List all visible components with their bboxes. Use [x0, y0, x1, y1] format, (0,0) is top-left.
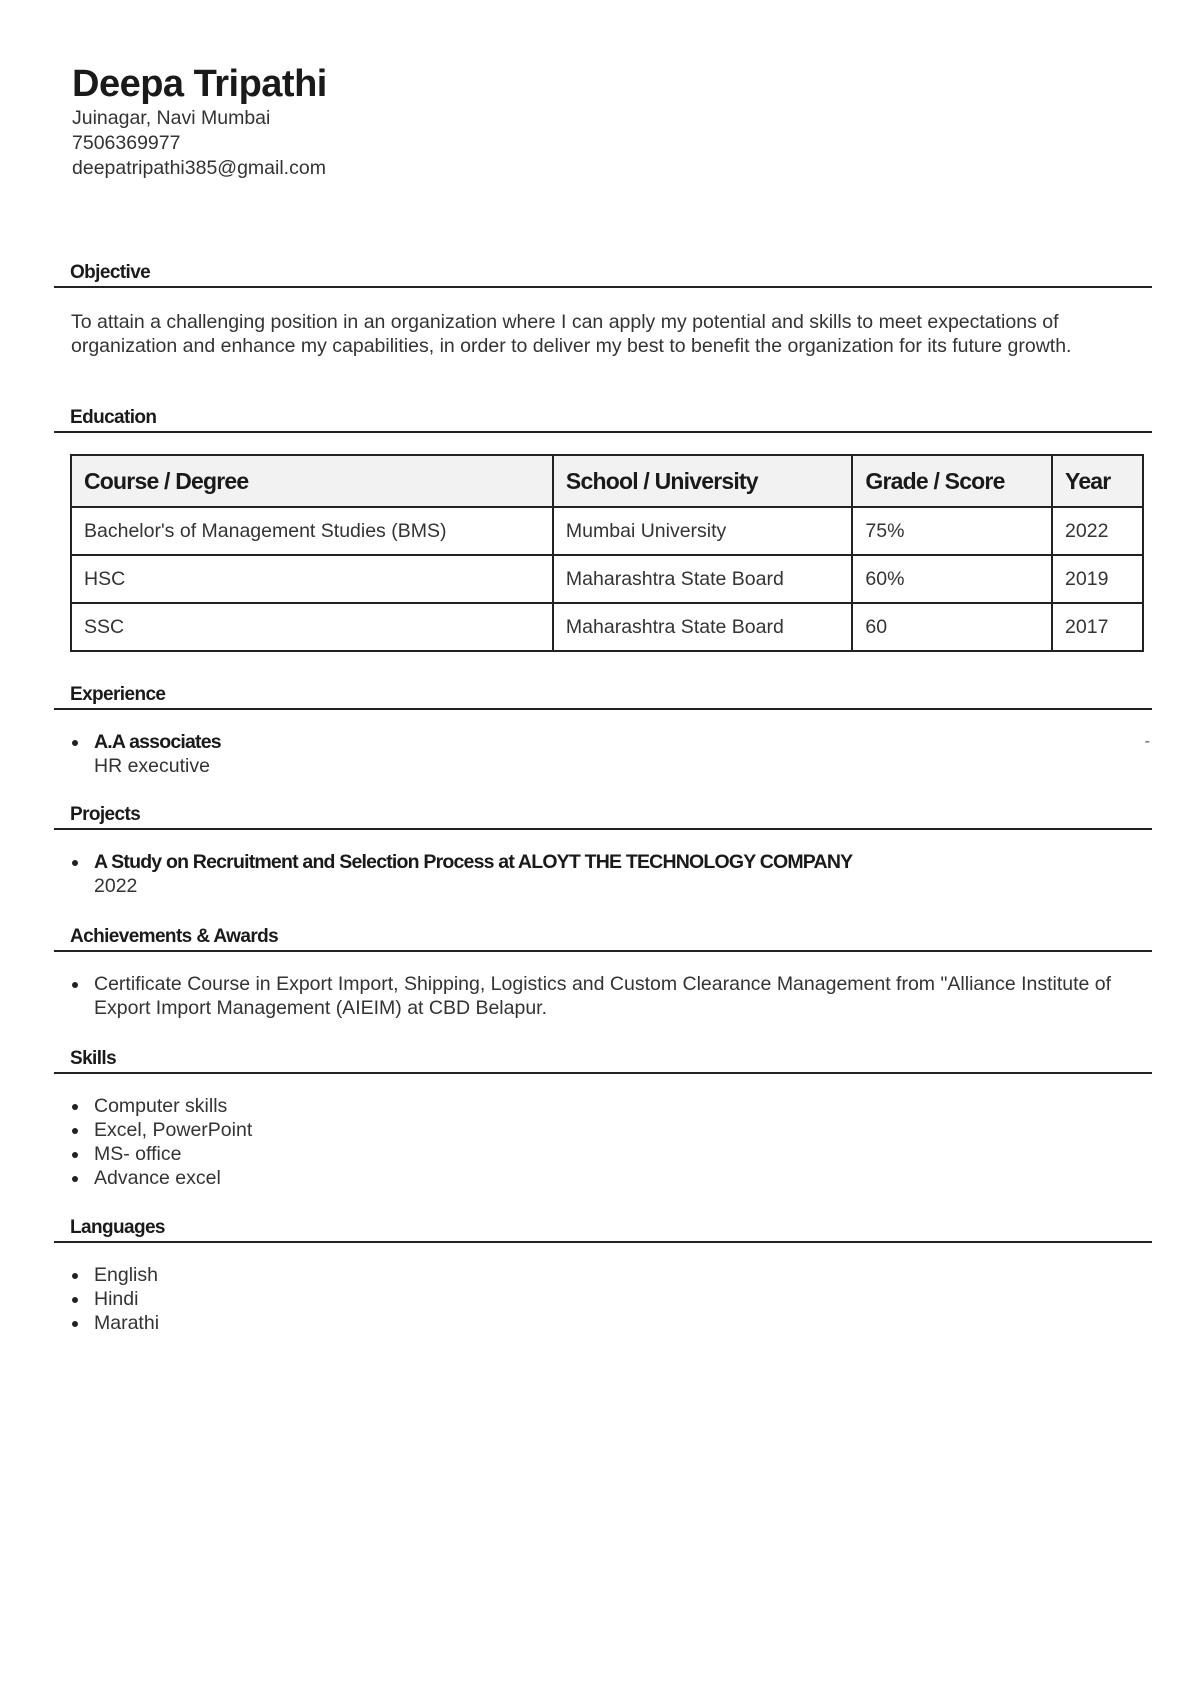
year-cell: 2019: [1052, 555, 1143, 603]
table-row: [71, 603, 1143, 651]
bullet-icon: [72, 740, 78, 746]
list-item: [70, 972, 1152, 1020]
skills-section: [54, 1046, 1152, 1190]
course-cell: SSC: [71, 603, 553, 651]
list-item: [70, 1094, 1152, 1118]
company-name: A.A associates: [94, 731, 221, 753]
experience-heading: Experience: [54, 682, 1152, 710]
bullet-icon: [72, 1176, 78, 1182]
project-name: A Study on Recruitment and Selection Process at ALOYT THE TECHNOLOGY COMPANY: [94, 851, 853, 873]
table-row: [71, 507, 1143, 555]
school-cell: Maharashtra State Board: [553, 603, 852, 651]
skills-heading: Skills: [54, 1046, 1152, 1074]
bullet-icon: [72, 1321, 78, 1327]
grade-cell: 60: [852, 603, 1052, 651]
list-item: [70, 1311, 1152, 1335]
achievements-heading: Achievements & Awards: [54, 924, 1152, 952]
projects-heading: Projects: [54, 802, 1152, 830]
skill-item: MS- office: [94, 1143, 182, 1165]
bullet-icon: [72, 1104, 78, 1110]
objective-text: To attain a challenging position in an organization where I can apply my potential and skills to meet expectations of organization and enhance my capabilities, in order to deliver my best to benefit the organization for its future growth.: [71, 311, 1072, 357]
bullet-icon: [72, 1152, 78, 1158]
phone-number: 7506369977: [72, 132, 181, 154]
column-header-school: School / University: [553, 455, 852, 507]
column-header-grade: Grade / Score: [852, 455, 1052, 507]
language-item: English: [94, 1264, 158, 1286]
experience-list: [54, 730, 1152, 778]
skills-list: [54, 1094, 1152, 1190]
column-header-year: Year: [1052, 455, 1143, 507]
skill-item: Advance excel: [94, 1167, 221, 1189]
experience-dates: -: [1144, 733, 1150, 750]
job-role: HR executive: [94, 755, 210, 777]
course-cell: Bachelor's of Management Studies (BMS): [71, 507, 553, 555]
projects-list: [54, 850, 1152, 898]
skill-item: Computer skills: [94, 1095, 228, 1117]
table-header-row: [71, 455, 1143, 507]
address: Juinagar, Navi Mumbai: [72, 107, 271, 129]
projects-section: [54, 802, 1152, 898]
education-table: [70, 454, 1144, 652]
objective-section: [54, 260, 1152, 358]
bullet-icon: [72, 860, 78, 866]
language-item: Marathi: [94, 1312, 160, 1334]
year-cell: 2022: [1052, 507, 1143, 555]
list-item: [70, 1118, 1152, 1142]
objective-heading: Objective: [54, 260, 1152, 288]
experience-section: [54, 682, 1152, 778]
list-item: [70, 1142, 1152, 1166]
list-item: [70, 1263, 1152, 1287]
school-cell: Maharashtra State Board: [553, 555, 852, 603]
languages-heading: Languages: [54, 1215, 1152, 1243]
bullet-icon: [72, 1128, 78, 1134]
column-header-course: Course / Degree: [71, 455, 553, 507]
table-row: [71, 555, 1143, 603]
resume-header: [72, 62, 327, 181]
candidate-name: Deepa Tripathi: [72, 63, 327, 105]
bullet-icon: [72, 982, 78, 988]
grade-cell: 60%: [852, 555, 1052, 603]
course-cell: HSC: [71, 555, 553, 603]
list-item: [70, 850, 1152, 898]
grade-cell: 75%: [852, 507, 1052, 555]
year-cell: 2017: [1052, 603, 1143, 651]
skill-item: Excel, PowerPoint: [94, 1119, 253, 1141]
list-item: [70, 1287, 1152, 1311]
email-address: deepatripathi385@gmail.com: [72, 157, 326, 179]
achievements-list: [54, 972, 1152, 1020]
list-item: [70, 730, 1152, 778]
bullet-icon: [72, 1297, 78, 1303]
achievement-text: Certificate Course in Export Import, Shipping, Logistics and Custom Clearance Management from "Alliance Institute of Export Import Management (AIEIM) at CBD Belapur.: [94, 973, 1112, 1019]
languages-list: [54, 1263, 1152, 1335]
school-cell: Mumbai University: [553, 507, 852, 555]
languages-section: [54, 1215, 1152, 1335]
achievements-section: [54, 924, 1152, 1020]
project-year: 2022: [94, 875, 138, 897]
list-item: [70, 1166, 1152, 1190]
language-item: Hindi: [94, 1288, 139, 1310]
education-heading: Education: [54, 405, 1152, 433]
bullet-icon: [72, 1273, 78, 1279]
education-section: [54, 405, 1152, 652]
